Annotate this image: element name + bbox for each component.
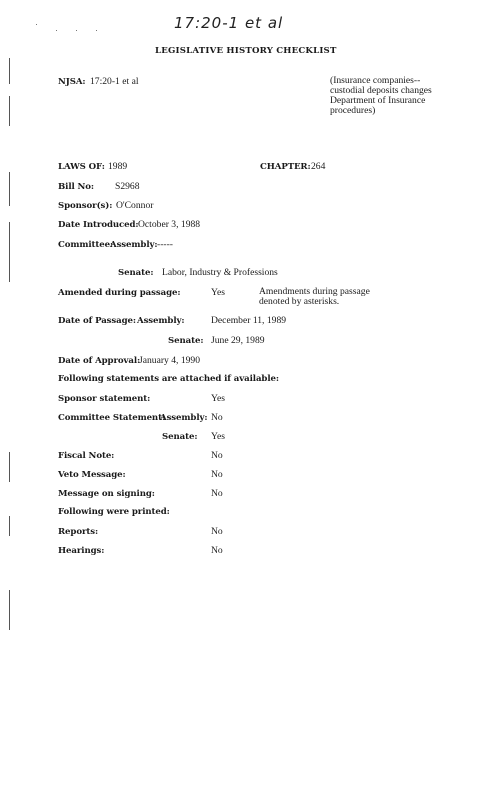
bill-no-value: S2968 <box>115 181 140 192</box>
passage-senate-value: June 29, 1989 <box>211 335 265 346</box>
bill-no-label: Bill No: <box>58 182 95 192</box>
sponsors-label: Sponsor(s): <box>58 201 113 211</box>
veto-message-value: No <box>211 469 223 480</box>
sponsor-statement-label: Sponsor statement: <box>58 394 151 404</box>
date-of-approval-value: January 4, 1990 <box>139 355 201 366</box>
laws-of-value: 1989 <box>108 161 128 172</box>
scan-mark <box>9 222 10 282</box>
handwritten-citation: 17:20-1 et al <box>174 14 284 32</box>
scan-mark <box>9 58 10 84</box>
scan-mark <box>9 172 10 206</box>
fiscal-note-value: No <box>211 450 223 461</box>
subject-note: (Insurance companies--custodial deposits changes Department of Insurance procedures) <box>330 75 432 116</box>
scan-mark <box>9 452 10 482</box>
committee-assembly-label: Assembly: <box>110 240 158 250</box>
committee-statement-assembly-label: Assembly: <box>160 413 208 423</box>
date-of-approval-label: Date of Approval: <box>58 356 141 366</box>
amended-value: Yes <box>211 287 225 298</box>
scan-speck <box>56 30 57 31</box>
scan-speck <box>96 30 97 31</box>
scan-mark <box>9 590 10 630</box>
date-of-passage-label: Date of Passage: <box>58 316 136 326</box>
reports-value: No <box>211 526 223 537</box>
amended-note: Amendments during passage denoted by asterisks. <box>259 286 370 307</box>
date-introduced-value: October 3, 1988 <box>138 219 201 230</box>
fiscal-note-label: Fiscal Note: <box>58 451 115 461</box>
njsa-value: 17:20-1 et al <box>90 76 139 87</box>
veto-message-label: Veto Message: <box>58 470 126 480</box>
scan-mark <box>9 96 10 126</box>
chapter-value: 264 <box>311 161 326 172</box>
hearings-value: No <box>211 545 223 556</box>
attached-heading: Following statements are attached if available: <box>58 374 279 384</box>
message-on-signing-value: No <box>211 488 223 499</box>
amended-label: Amended during passage: <box>58 288 181 298</box>
scan-speck <box>76 30 77 31</box>
committee-senate-value: Labor, Industry & Professions <box>162 267 278 278</box>
committee-statement-assembly-value: No <box>211 412 223 423</box>
passage-assembly-value: December 11, 1989 <box>211 315 287 326</box>
committee-senate-label: Senate: <box>118 268 154 278</box>
passage-senate-label: Senate: <box>168 336 204 346</box>
committee-assembly-value: ----- <box>157 239 173 250</box>
laws-of-label: LAWS OF: <box>58 162 105 172</box>
committee-statement-label: Committee Statement: <box>58 413 166 423</box>
document-title: LEGISLATIVE HISTORY CHECKLIST <box>155 46 337 56</box>
njsa-label: NJSA: <box>58 77 86 87</box>
hearings-label: Hearings: <box>58 546 105 556</box>
date-introduced-label: Date Introduced: <box>58 220 139 230</box>
scan-mark <box>9 516 10 536</box>
sponsor-statement-value: Yes <box>211 393 225 404</box>
committee-statement-senate-label: Senate: <box>162 432 198 442</box>
scan-speck <box>36 24 37 25</box>
sponsors-value: O'Connor <box>116 200 154 211</box>
reports-label: Reports: <box>58 527 99 537</box>
committee-statement-senate-value: Yes <box>211 431 225 442</box>
committee-label: Committee: <box>58 240 114 250</box>
message-on-signing-label: Message on signing: <box>58 489 155 499</box>
chapter-label: CHAPTER: <box>260 162 311 172</box>
passage-assembly-label: Assembly: <box>137 316 185 326</box>
printed-heading: Following were printed: <box>58 507 170 517</box>
